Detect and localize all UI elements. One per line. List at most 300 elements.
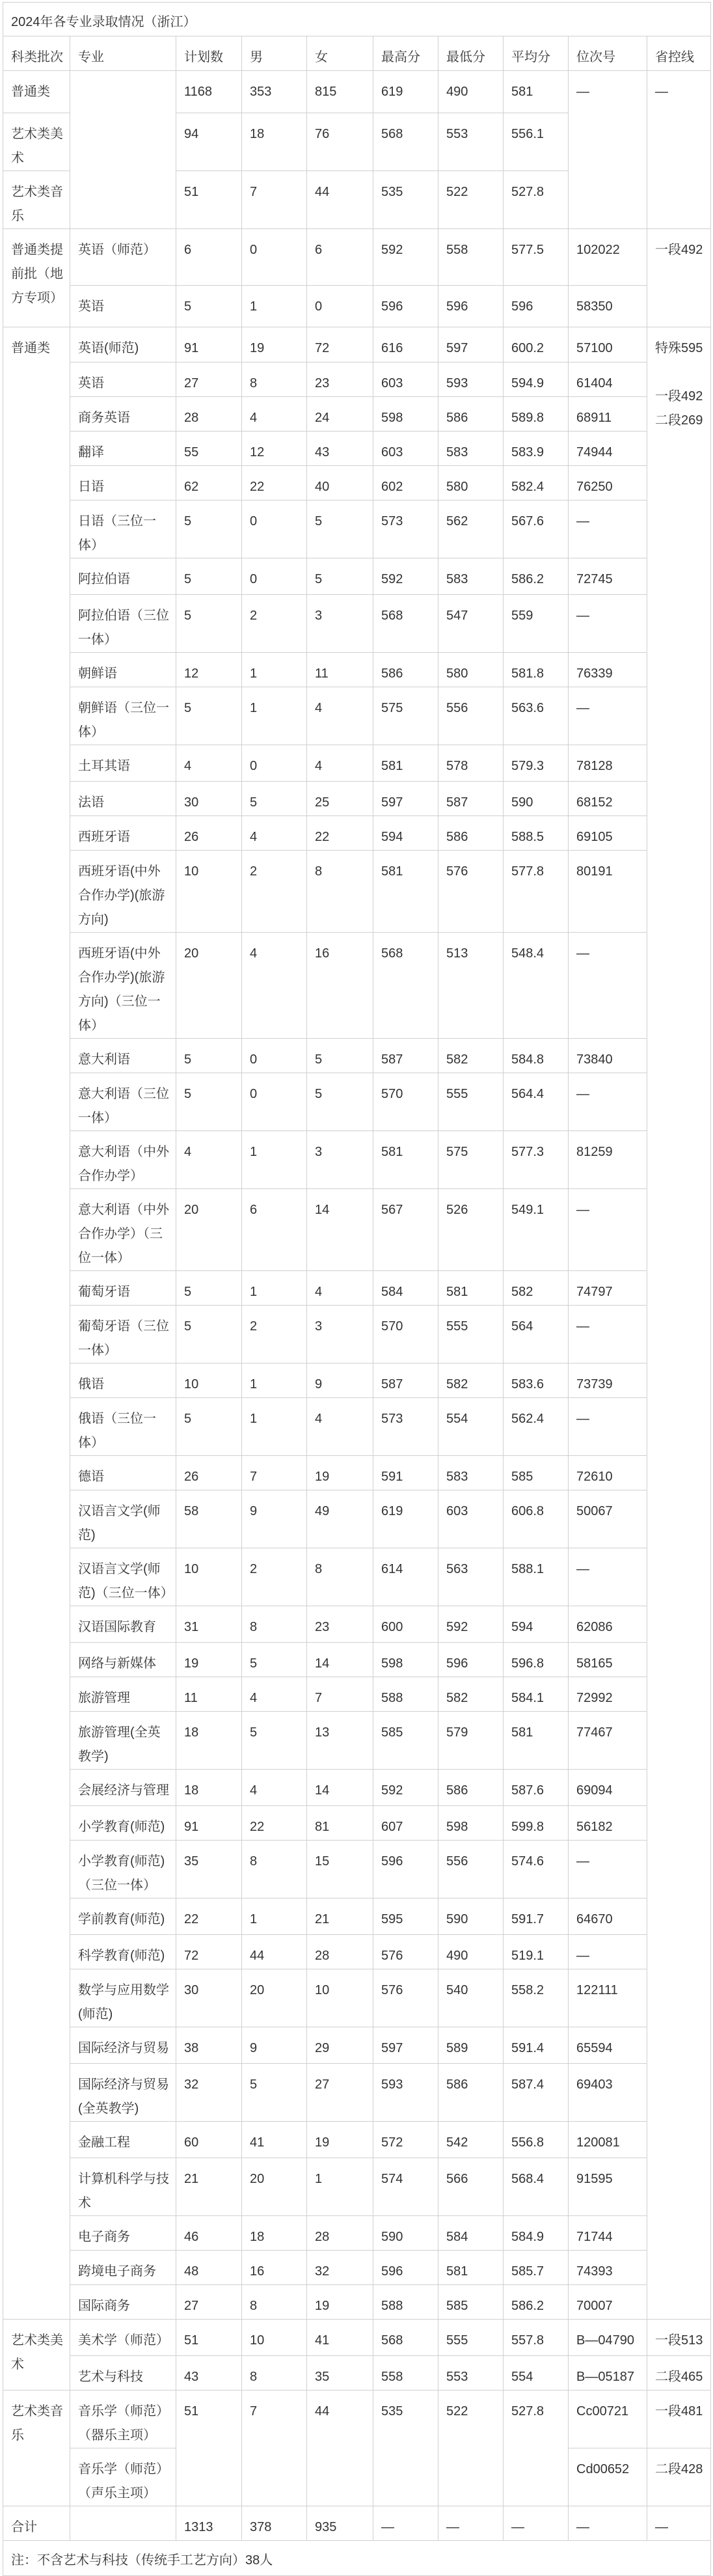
female-cell: 4 <box>307 745 373 782</box>
table-row <box>3 2216 711 2251</box>
major-cell: 艺术与科技 <box>70 2356 176 2391</box>
avg-cell: 583.9 <box>504 432 569 466</box>
rank-cell: 72992 <box>569 1677 647 1712</box>
plan-cell: 5 <box>176 286 242 327</box>
min-cell: 555 <box>438 2320 504 2356</box>
rank-cell: 78128 <box>569 745 647 782</box>
avg-cell: 586.2 <box>504 2285 569 2320</box>
major-cell: 旅游管理(全英教学) <box>70 1712 176 1770</box>
rank-cell: 62086 <box>569 1606 647 1643</box>
male-cell: 7 <box>242 2391 307 2506</box>
avg-cell: 587.6 <box>504 1770 569 1806</box>
plan-cell: 18 <box>176 1770 242 1806</box>
major-cell: 阿拉伯语 <box>70 558 176 595</box>
male-cell: 9 <box>242 1490 307 1548</box>
avg-cell: 590 <box>504 782 569 816</box>
min-cell: 562 <box>438 500 504 558</box>
male-cell: 8 <box>242 1841 307 1898</box>
max-cell: 570 <box>373 1306 438 1363</box>
max-cell: — <box>373 2506 438 2541</box>
rank-cell: — <box>569 1841 647 1898</box>
male-cell: 0 <box>242 745 307 782</box>
avg-cell: 589.8 <box>504 397 569 432</box>
male-cell: 378 <box>242 2506 307 2541</box>
max-cell: 581 <box>373 1131 438 1189</box>
major-cell: 商务英语 <box>70 397 176 432</box>
table-row <box>3 745 711 782</box>
plan-cell: 26 <box>176 816 242 851</box>
male-cell: 1 <box>242 286 307 327</box>
male-cell: 2 <box>242 1306 307 1363</box>
header-cell: 计划数 <box>176 36 242 71</box>
major-cell: 意大利语（中外合作办学）（三位一体） <box>70 1189 176 1271</box>
major-cell: 葡萄牙语 <box>70 1271 176 1306</box>
min-cell: 554 <box>438 1398 504 1456</box>
avg-cell: 579.3 <box>504 745 569 782</box>
plan-cell: 62 <box>176 466 242 500</box>
female-cell: 19 <box>307 2122 373 2158</box>
max-cell: 602 <box>373 466 438 500</box>
category-cell: 艺术类美术 <box>3 113 70 171</box>
max-cell: 590 <box>373 2216 438 2251</box>
min-cell: 579 <box>438 1712 504 1770</box>
table-row <box>3 1548 711 1606</box>
female-cell: 14 <box>307 1643 373 1677</box>
min-cell: 556 <box>438 687 504 745</box>
plan-cell: 26 <box>176 1456 242 1490</box>
admission-table <box>3 2 711 2576</box>
max-cell: 581 <box>373 851 438 933</box>
plan-cell: 6 <box>176 229 242 286</box>
min-cell: 583 <box>438 558 504 595</box>
male-cell: 1 <box>242 1398 307 1456</box>
rank-cell: 58350 <box>569 286 647 327</box>
table-row <box>3 432 711 466</box>
max-cell: 614 <box>373 1548 438 1606</box>
rank-cell: 72610 <box>569 1456 647 1490</box>
major-cell: 国际经济与贸易(全英教学) <box>70 2064 176 2122</box>
male-cell: 2 <box>242 1548 307 1606</box>
table-body <box>3 3 711 2576</box>
rank-cell: — <box>569 1306 647 1363</box>
major-cell: 电子商务 <box>70 2216 176 2251</box>
min-cell: 522 <box>438 171 504 229</box>
male-cell: 353 <box>242 71 307 113</box>
female-cell: 27 <box>307 2064 373 2122</box>
max-cell: 574 <box>373 2158 438 2216</box>
min-cell: 558 <box>438 229 504 286</box>
rank-cell: 122111 <box>569 1969 647 2027</box>
female-cell: 1 <box>307 2158 373 2216</box>
table-row <box>3 1490 711 1548</box>
major-cell: 美术学（师范） <box>70 2320 176 2356</box>
female-cell: 4 <box>307 1398 373 1456</box>
min-cell: 587 <box>438 782 504 816</box>
female-cell: 72 <box>307 327 373 363</box>
male-cell: 8 <box>242 2356 307 2391</box>
rank-cell: 58165 <box>569 1643 647 1677</box>
female-cell: 5 <box>307 500 373 558</box>
max-cell: 619 <box>373 71 438 113</box>
title-row <box>3 3 711 36</box>
min-cell: 490 <box>438 71 504 113</box>
major-cell: 小学教育(师范)（三位一体） <box>70 1841 176 1898</box>
male-cell: 2 <box>242 851 307 933</box>
min-cell: 598 <box>438 1806 504 1841</box>
plan-cell: 5 <box>176 1271 242 1306</box>
avg-cell: 584.8 <box>504 1039 569 1073</box>
control-line-cell: 特殊595 一段492 二段269 <box>647 327 711 2320</box>
header-cell: 男 <box>242 36 307 71</box>
rank-cell: 68911 <box>569 397 647 432</box>
male-cell: 1 <box>242 1271 307 1306</box>
header-cell: 女 <box>307 36 373 71</box>
female-cell: 44 <box>307 2391 373 2506</box>
min-cell: 553 <box>438 113 504 171</box>
min-cell: 542 <box>438 2122 504 2158</box>
male-cell: 0 <box>242 558 307 595</box>
plan-cell: 1168 <box>176 71 242 113</box>
table-row <box>3 1039 711 1073</box>
plan-cell: 5 <box>176 595 242 653</box>
max-cell: 568 <box>373 933 438 1039</box>
rank-cell: — <box>569 687 647 745</box>
male-cell: 1 <box>242 1363 307 1398</box>
rank-cell: — <box>569 1548 647 1606</box>
male-cell: 22 <box>242 1806 307 1841</box>
major-cell: 土耳其语 <box>70 745 176 782</box>
header-cell: 科类批次 <box>3 36 70 71</box>
plan-cell: 5 <box>176 500 242 558</box>
plan-cell: 1313 <box>176 2506 242 2541</box>
female-cell: 11 <box>307 653 373 687</box>
avg-cell: 568.4 <box>504 2158 569 2216</box>
rank-cell: 73739 <box>569 1363 647 1398</box>
table-title: 2024年各专业录取情况（浙江） <box>3 3 711 36</box>
category-cell: 艺术类音乐 <box>3 171 70 229</box>
female-cell: 21 <box>307 1898 373 1935</box>
major-cell: 法语 <box>70 782 176 816</box>
plan-cell: 10 <box>176 1548 242 1606</box>
table-row <box>3 933 711 1039</box>
major-cell: 会展经济与管理 <box>70 1770 176 1806</box>
major-cell: 英语(师范) <box>70 327 176 363</box>
male-cell: 1 <box>242 687 307 745</box>
plan-cell: 51 <box>176 2320 242 2356</box>
female-cell: 23 <box>307 1606 373 1643</box>
header-cell: 位次号 <box>569 36 647 71</box>
female-cell: 76 <box>307 113 373 171</box>
table-row <box>3 653 711 687</box>
plan-cell: 27 <box>176 2285 242 2320</box>
male-cell: 8 <box>242 1606 307 1643</box>
male-cell: 9 <box>242 2027 307 2064</box>
rank-cell: 80191 <box>569 851 647 933</box>
max-cell: 576 <box>373 1935 438 1969</box>
min-cell: 583 <box>438 432 504 466</box>
male-cell: 22 <box>242 466 307 500</box>
female-cell: 35 <box>307 2356 373 2391</box>
major-cell: 朝鲜语（三位一体） <box>70 687 176 745</box>
max-cell: 591 <box>373 1456 438 1490</box>
rank-cell: 76250 <box>569 466 647 500</box>
major-cell: 日语（三位一体） <box>70 500 176 558</box>
female-cell: 5 <box>307 558 373 595</box>
min-cell: 586 <box>438 2064 504 2122</box>
min-cell: 578 <box>438 745 504 782</box>
male-cell: 7 <box>242 1456 307 1490</box>
male-cell: 10 <box>242 2320 307 2356</box>
table-row <box>3 1806 711 1841</box>
plan-cell: 91 <box>176 1806 242 1841</box>
plan-cell: 5 <box>176 687 242 745</box>
rank-cell: 50067 <box>569 1490 647 1548</box>
avg-cell: 596.8 <box>504 1643 569 1677</box>
major-cell: 数学与应用数学(师范) <box>70 1969 176 2027</box>
avg-cell: 585 <box>504 1456 569 1490</box>
avg-cell: 527.8 <box>504 171 569 229</box>
table-row <box>3 1189 711 1271</box>
max-cell: 596 <box>373 2251 438 2285</box>
table-row <box>3 2158 711 2216</box>
male-cell: 7 <box>242 171 307 229</box>
major-cell: 英语 <box>70 363 176 397</box>
male-cell: 4 <box>242 816 307 851</box>
min-cell: 593 <box>438 363 504 397</box>
plan-cell: 38 <box>176 2027 242 2064</box>
rank-cell: 77467 <box>569 1712 647 1770</box>
min-cell: 581 <box>438 1271 504 1306</box>
major-cell: 计算机科学与技术 <box>70 2158 176 2216</box>
female-cell: 29 <box>307 2027 373 2064</box>
plan-cell: 51 <box>176 2391 242 2506</box>
control-line-cell: 一段513 <box>647 2320 711 2356</box>
min-cell: 563 <box>438 1548 504 1606</box>
female-cell: 8 <box>307 1548 373 1606</box>
female-cell: 15 <box>307 1841 373 1898</box>
plan-cell: 10 <box>176 1363 242 1398</box>
category-cell: 普通类提前批（地方专项） <box>3 229 70 327</box>
table-row <box>3 2122 711 2158</box>
table-row <box>3 327 711 363</box>
male-cell: 5 <box>242 1643 307 1677</box>
female-cell: 43 <box>307 432 373 466</box>
avg-cell: 588.1 <box>504 1548 569 1606</box>
avg-cell: 599.8 <box>504 1806 569 1841</box>
plan-cell: 46 <box>176 2216 242 2251</box>
plan-cell: 4 <box>176 745 242 782</box>
major-cell: 汉语言文学(师范)（三位一体） <box>70 1548 176 1606</box>
plan-cell: 19 <box>176 1643 242 1677</box>
max-cell: 570 <box>373 1073 438 1131</box>
min-cell: 596 <box>438 1643 504 1677</box>
avg-cell: 564.4 <box>504 1073 569 1131</box>
table-row <box>3 1306 711 1363</box>
control-line-cell: 二段428 <box>647 2448 711 2506</box>
avg-cell: 556.8 <box>504 2122 569 2158</box>
female-cell: 23 <box>307 363 373 397</box>
footnote: 注：不含艺术与科技（传统手工艺方向）38人 <box>3 2541 711 2576</box>
header-cell: 省控线 <box>647 36 711 71</box>
avg-cell: 549.1 <box>504 1189 569 1271</box>
male-cell: 1 <box>242 1131 307 1189</box>
male-cell: 8 <box>242 363 307 397</box>
min-cell: 586 <box>438 1770 504 1806</box>
table-row <box>3 2251 711 2285</box>
female-cell: 8 <box>307 851 373 933</box>
avg-cell: 557.8 <box>504 2320 569 2356</box>
rank-cell: 81259 <box>569 1131 647 1189</box>
female-cell: 935 <box>307 2506 373 2541</box>
female-cell: 22 <box>307 816 373 851</box>
table-row <box>3 1398 711 1456</box>
table-row <box>3 2356 711 2391</box>
rank-cell: 56182 <box>569 1806 647 1841</box>
avg-cell: 587.4 <box>504 2064 569 2122</box>
table-row <box>3 851 711 933</box>
table-row <box>3 1677 711 1712</box>
female-cell: 14 <box>307 1770 373 1806</box>
rank-cell: — <box>569 1935 647 1969</box>
max-cell: 616 <box>373 327 438 363</box>
min-cell: 584 <box>438 2216 504 2251</box>
rank-cell: 61404 <box>569 363 647 397</box>
table-row <box>3 1363 711 1398</box>
max-cell: 598 <box>373 397 438 432</box>
avg-cell: 585.7 <box>504 2251 569 2285</box>
female-cell: 25 <box>307 782 373 816</box>
male-cell: 0 <box>242 1073 307 1131</box>
table-row <box>3 558 711 595</box>
major-cell: 俄语 <box>70 1363 176 1398</box>
female-cell: 32 <box>307 2251 373 2285</box>
max-cell: 588 <box>373 2285 438 2320</box>
major-cell: 跨境电子商务 <box>70 2251 176 2285</box>
table-row <box>3 1898 711 1935</box>
max-cell: 596 <box>373 286 438 327</box>
max-cell: 596 <box>373 1841 438 1898</box>
table-row <box>3 1935 711 1969</box>
plan-cell: 10 <box>176 851 242 933</box>
table-row <box>3 229 711 286</box>
rank-cell: 69403 <box>569 2064 647 2122</box>
female-cell: 44 <box>307 171 373 229</box>
header-row <box>3 36 711 71</box>
table-row <box>3 1770 711 1806</box>
avg-cell: 554 <box>504 2356 569 2391</box>
plan-cell: 27 <box>176 363 242 397</box>
table-row <box>3 1271 711 1306</box>
major-cell: 英语 <box>70 286 176 327</box>
avg-cell: 548.4 <box>504 933 569 1039</box>
major-cell: 西班牙语 <box>70 816 176 851</box>
major-cell: 小学教育(师范) <box>70 1806 176 1841</box>
max-cell: 584 <box>373 1271 438 1306</box>
avg-cell: 583.6 <box>504 1363 569 1398</box>
plan-cell: 60 <box>176 2122 242 2158</box>
plan-cell: 5 <box>176 1306 242 1363</box>
major-cell: 国际商务 <box>70 2285 176 2320</box>
female-cell: 6 <box>307 229 373 286</box>
max-cell: 567 <box>373 1189 438 1271</box>
max-cell: 588 <box>373 1677 438 1712</box>
female-cell: 3 <box>307 1131 373 1189</box>
min-cell: 586 <box>438 816 504 851</box>
max-cell: 585 <box>373 1712 438 1770</box>
female-cell: 0 <box>307 286 373 327</box>
female-cell: 10 <box>307 1969 373 2027</box>
female-cell: 19 <box>307 1456 373 1490</box>
header-cell: 最低分 <box>438 36 504 71</box>
max-cell: 558 <box>373 2356 438 2391</box>
plan-cell: 58 <box>176 1490 242 1548</box>
plan-cell: 5 <box>176 558 242 595</box>
major-cell: 西班牙语(中外合作办学)(旅游方向) <box>70 851 176 933</box>
avg-cell: 527.8 <box>504 2391 569 2506</box>
major-cell <box>70 71 176 229</box>
male-cell: 4 <box>242 397 307 432</box>
female-cell: 24 <box>307 397 373 432</box>
major-cell: 西班牙语(中外合作办学)(旅游方向)（三位一体） <box>70 933 176 1039</box>
major-cell: 德语 <box>70 1456 176 1490</box>
rank-cell: — <box>569 933 647 1039</box>
plan-cell: 20 <box>176 933 242 1039</box>
avg-cell: 564 <box>504 1306 569 1363</box>
min-cell: 553 <box>438 2356 504 2391</box>
table-row <box>3 816 711 851</box>
rank-cell: 102022 <box>569 229 647 286</box>
rank-cell: 57100 <box>569 327 647 363</box>
table-row <box>3 2391 711 2448</box>
rank-cell: — <box>569 71 647 229</box>
min-cell: 603 <box>438 1490 504 1548</box>
table-row <box>3 2064 711 2122</box>
major-cell: 国际经济与贸易 <box>70 2027 176 2064</box>
table-row <box>3 1606 711 1643</box>
min-cell: 590 <box>438 1898 504 1935</box>
table-row <box>3 2285 711 2320</box>
male-cell: 12 <box>242 432 307 466</box>
female-cell: 19 <box>307 2285 373 2320</box>
female-cell: 5 <box>307 1039 373 1073</box>
control-line-cell: 一段492 <box>647 229 711 327</box>
plan-cell: 51 <box>176 171 242 229</box>
max-cell: 593 <box>373 2064 438 2122</box>
min-cell: 586 <box>438 397 504 432</box>
male-cell: 19 <box>242 327 307 363</box>
plan-cell: 12 <box>176 653 242 687</box>
major-cell: 网络与新媒体 <box>70 1643 176 1677</box>
rank-cell: B—04790 <box>569 2320 647 2356</box>
major-cell <box>70 2506 176 2541</box>
avg-cell: 584.1 <box>504 1677 569 1712</box>
rank-cell: — <box>569 1189 647 1271</box>
major-cell: 音乐学（师范）（器乐主项） <box>70 2391 176 2448</box>
max-cell: 575 <box>373 687 438 745</box>
male-cell: 18 <box>242 113 307 171</box>
male-cell: 4 <box>242 1677 307 1712</box>
major-cell: 葡萄牙语（三位一体） <box>70 1306 176 1363</box>
plan-cell: 94 <box>176 113 242 171</box>
major-cell: 翻译 <box>70 432 176 466</box>
max-cell: 598 <box>373 1643 438 1677</box>
major-cell: 日语 <box>70 466 176 500</box>
min-cell: 592 <box>438 1606 504 1643</box>
plan-cell: 91 <box>176 327 242 363</box>
total-row <box>3 2506 711 2541</box>
plan-cell: 22 <box>176 1898 242 1935</box>
male-cell: 41 <box>242 2122 307 2158</box>
